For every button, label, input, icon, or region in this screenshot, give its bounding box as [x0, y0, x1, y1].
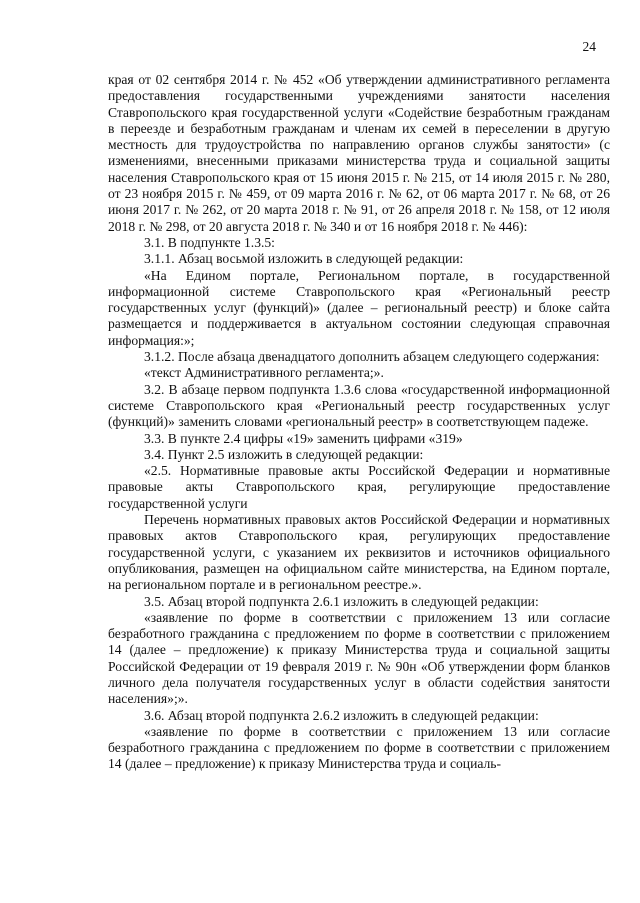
- paragraph: 3.1. В подпункте 1.3.5:: [144, 234, 275, 250]
- paragraph: «заявление по форме в соответствии с приложением 13 или согласие безработного гражданина с предложением по форме в соответствии с приложением 14 (далее – предложение) к приказу Министерства труда и социальной защиты Российской Федерации от 19 февраля 2019 г. № 90н «Об утверждении форм бланков личного дела получателя государственных услуг в области содействия занятости населения»;».: [108, 609, 610, 707]
- paragraph: Перечень нормативных правовых актов Российской Федерации и нормативных правовых актов Ставропольского края, регулирующих предоставление государственной услуги, с указанием их реквизитов и источников официального опубликования, размещен на официальном сайте министерства, на Едином портале, на региональном портале и в региональном реестре.».: [108, 512, 610, 593]
- paragraph: «заявление по форме в соответствии с приложением 13 или согласие безработного гражданина с предложением по форме в соответствии с приложением 14 (далее – предложение) к приказу Министерства труда и социаль-: [108, 723, 610, 772]
- paragraph: 3.5. Абзац второй подпункта 2.6.1 изложить в следующей редакции:: [144, 593, 539, 609]
- paragraph: 3.6. Абзац второй подпункта 2.6.2 изложить в следующей редакции:: [144, 707, 539, 723]
- paragraph: 3.4. Пункт 2.5 изложить в следующей редакции:: [144, 446, 424, 462]
- paragraph: 3.3. В пункте 2.4 цифры «19» заменить цифрами «319»: [144, 430, 463, 446]
- paragraph: «На Едином портале, Региональном портале, в государственной информационной системе Ставропольского края «Региональный реестр государственных услуг (функций)» (далее – региональный реестр) и блоке сайта размещается и поддерживается в актуальном состоянии следующая справочная информация:»;: [108, 267, 610, 348]
- paragraph: края от 02 сентября 2014 г. № 452 «Об утверждении административного регламента предоставления государственными учреждениями занятости населения Ставропольского края государственной услуги «Содействие безработным гражданам в переезде и безработным гражданам и членам их семей в переселении в другую местность для трудоустройства по направлению органов службы занятости» (с изменениями, внесенными приказами министерства труда и социальной защиты населения Ставропольского края от 15 июня 2015 г. № 215, от 14 июля 2015 г. № 280, от 23 ноября 2015 г. № 459, от 09 марта 2016 г. № 62, от 06 марта 2017 г. № 68, от 26 июня 2017 г. № 262, от 20 марта 2018 г. № 91, от 26 апреля 2018 г. № 158, от 12 июля 2018 г. № 298, от 20 августа 2018 г. № 340 и от 16 ноября 2018 г. № 446):: [108, 72, 610, 234]
- page-number: 24: [582, 39, 596, 54]
- paragraph: 3.2. В абзаце первом подпункта 1.3.6 слова «государственной информационной системе Ставропольского края «Региональный реестр государственных услуг (функций)» заменить словами «региональный реестр» в соответствующем падеже.: [108, 381, 610, 430]
- paragraph: 3.1.2. После абзаца двенадцатого дополнить абзацем следующего содержания:: [144, 349, 600, 365]
- paragraph: «текст Административного регламента;».: [144, 365, 384, 381]
- document-body: [108, 72, 610, 773]
- paragraph: 3.1.1. Абзац восьмой изложить в следующей редакции:: [144, 251, 464, 267]
- paragraph: «2.5. Нормативные правовые акты Российской Федерации и нормативные правовые акты Ставропольского края, регулирующие предоставление государственной услуги: [108, 463, 610, 511]
